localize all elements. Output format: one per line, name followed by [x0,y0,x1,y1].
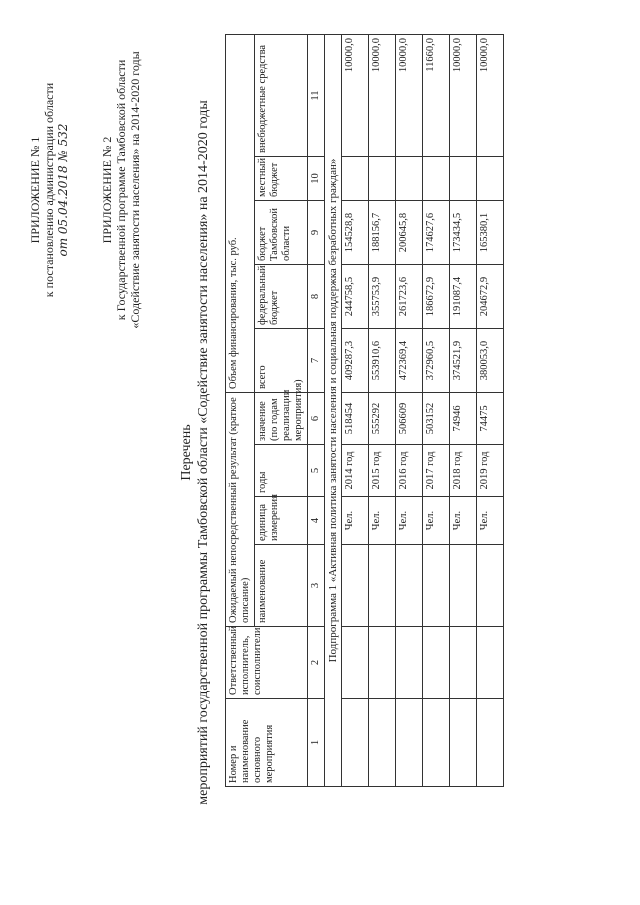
cell-total: 553910,6 [369,329,396,393]
column-number: 6 [308,393,325,445]
column-number: 8 [308,265,325,329]
header-group-result: Ожидаемый непосредственный результат (краткое описание) [226,393,255,627]
table-row [396,35,423,787]
cell-federal: 186672,9 [423,265,450,329]
cell-regional: 174627,6 [423,201,450,265]
cell-value: 506609 [396,393,423,445]
cell-value: 518454 [342,393,369,445]
appendix-1-title: ПРИЛОЖЕНИЕ № 1 [28,136,42,244]
column-number: 3 [308,545,325,627]
cell-measure [477,699,504,787]
header-col-11: внебюджетные средства [255,35,308,157]
cell-measure [396,699,423,787]
cell-local [369,157,396,201]
header-col-1: Номер и наименование основного мероприятия [226,699,308,787]
cell-total: 409287,3 [342,329,369,393]
cell-local [423,157,450,201]
cell-total: 472369,4 [396,329,423,393]
cell-measure [369,699,396,787]
cell-local [477,157,504,201]
appendix-2-title: ПРИЛОЖЕНИЕ № 2 [100,136,114,244]
header-col-7: всего [255,329,308,393]
cell-unit: Чел. [450,497,477,545]
cell-executor [450,627,477,699]
column-number: 9 [308,201,325,265]
cell-extra: 10000,0 [450,35,477,157]
column-number: 2 [308,627,325,699]
cell-executor [423,627,450,699]
cell-year: 2014 год [342,445,369,497]
appendix-1-date: от 05.04.2018 № 532 [56,123,70,257]
cell-unit: Чел. [342,497,369,545]
cell-extra: 10000,0 [477,35,504,157]
appendix-1-header [28,40,70,340]
table-row [477,35,504,787]
cell-extra: 11660,0 [423,35,450,157]
cell-executor [477,627,504,699]
column-number: 4 [308,497,325,545]
cell-year: 2018 год [450,445,477,497]
table-row [342,35,369,787]
cell-unit: Чел. [396,497,423,545]
cell-value: 74946 [450,393,477,445]
cell-extra: 10000,0 [396,35,423,157]
header-col-8: федеральный бюджет [255,265,308,329]
cell-regional: 165380,1 [477,201,504,265]
document-title-block [178,40,212,865]
document-subtitle: мероприятий государственной программы Тамбовской области «Содействие занятости населения» на 2014-2020 годы [196,100,211,805]
header-col-9: бюджет Тамбовской области [255,201,308,265]
cell-local [450,157,477,201]
table-row [423,35,450,787]
appendix-2-header [100,40,142,340]
cell-indicator [423,545,450,627]
column-number-row [308,35,325,787]
subprogram-title: Подпрограмма 1 «Активная политика занятости населения и социальная поддержка безработных граждан» [325,35,342,787]
cell-regional: 173434,5 [450,201,477,265]
cell-year: 2017 год [423,445,450,497]
cell-executor [396,627,423,699]
header-col-10: местный бюджет [255,157,308,201]
cell-total: 380053,0 [477,329,504,393]
cell-value: 503152 [423,393,450,445]
column-number: 10 [308,157,325,201]
cell-unit: Чел. [477,497,504,545]
subprogram-row [325,35,342,787]
cell-measure [342,699,369,787]
column-number: 11 [308,35,325,157]
column-number: 5 [308,445,325,497]
cell-executor [342,627,369,699]
appendix-2-program: к Государственной программе Тамбовской области [114,59,128,321]
cell-regional: 200645,8 [396,201,423,265]
header-col-6: значение (по годам реализации мероприятия) [255,393,308,445]
cell-extra: 10000,0 [342,35,369,157]
appendix-1-decree: к постановлению администрации области [42,82,56,298]
column-number: 1 [308,699,325,787]
cell-indicator [342,545,369,627]
header-col-5: годы [255,445,308,497]
cell-indicator [396,545,423,627]
cell-federal: 261723,6 [396,265,423,329]
document-title: Перечень [179,424,194,481]
cell-local [342,157,369,201]
cell-value: 555292 [369,393,396,445]
cell-total: 374521,9 [450,329,477,393]
cell-indicator [369,545,396,627]
cell-federal: 191087,4 [450,265,477,329]
cell-federal: 355753,9 [369,265,396,329]
cell-indicator [450,545,477,627]
table-header-row-1 [226,35,255,787]
header-col-4: единица измерения [255,497,308,545]
column-number: 7 [308,329,325,393]
appendix-2-program-name: «Содействие занятости населения» на 2014-2020 годы [128,51,142,329]
cell-executor [369,627,396,699]
cell-unit: Чел. [423,497,450,545]
cell-year: 2015 год [369,445,396,497]
cell-unit: Чел. [369,497,396,545]
measures-table [225,34,504,787]
table-row [450,35,477,787]
cell-regional: 188156,7 [369,201,396,265]
cell-regional: 154528,8 [342,201,369,265]
cell-federal: 204672,9 [477,265,504,329]
cell-extra: 10000,0 [369,35,396,157]
cell-year: 2019 год [477,445,504,497]
header-col-3: наименование [255,545,308,627]
table-row [369,35,396,787]
cell-indicator [477,545,504,627]
cell-value: 74475 [477,393,504,445]
cell-year: 2016 год [396,445,423,497]
cell-measure [450,699,477,787]
cell-federal: 244758,5 [342,265,369,329]
cell-local [396,157,423,201]
cell-measure [423,699,450,787]
header-col-2: Ответственный исполнитель, соисполнители [226,627,308,699]
cell-total: 372960,5 [423,329,450,393]
header-group-finance: Объем финансирования, тыс. руб. [226,35,255,393]
